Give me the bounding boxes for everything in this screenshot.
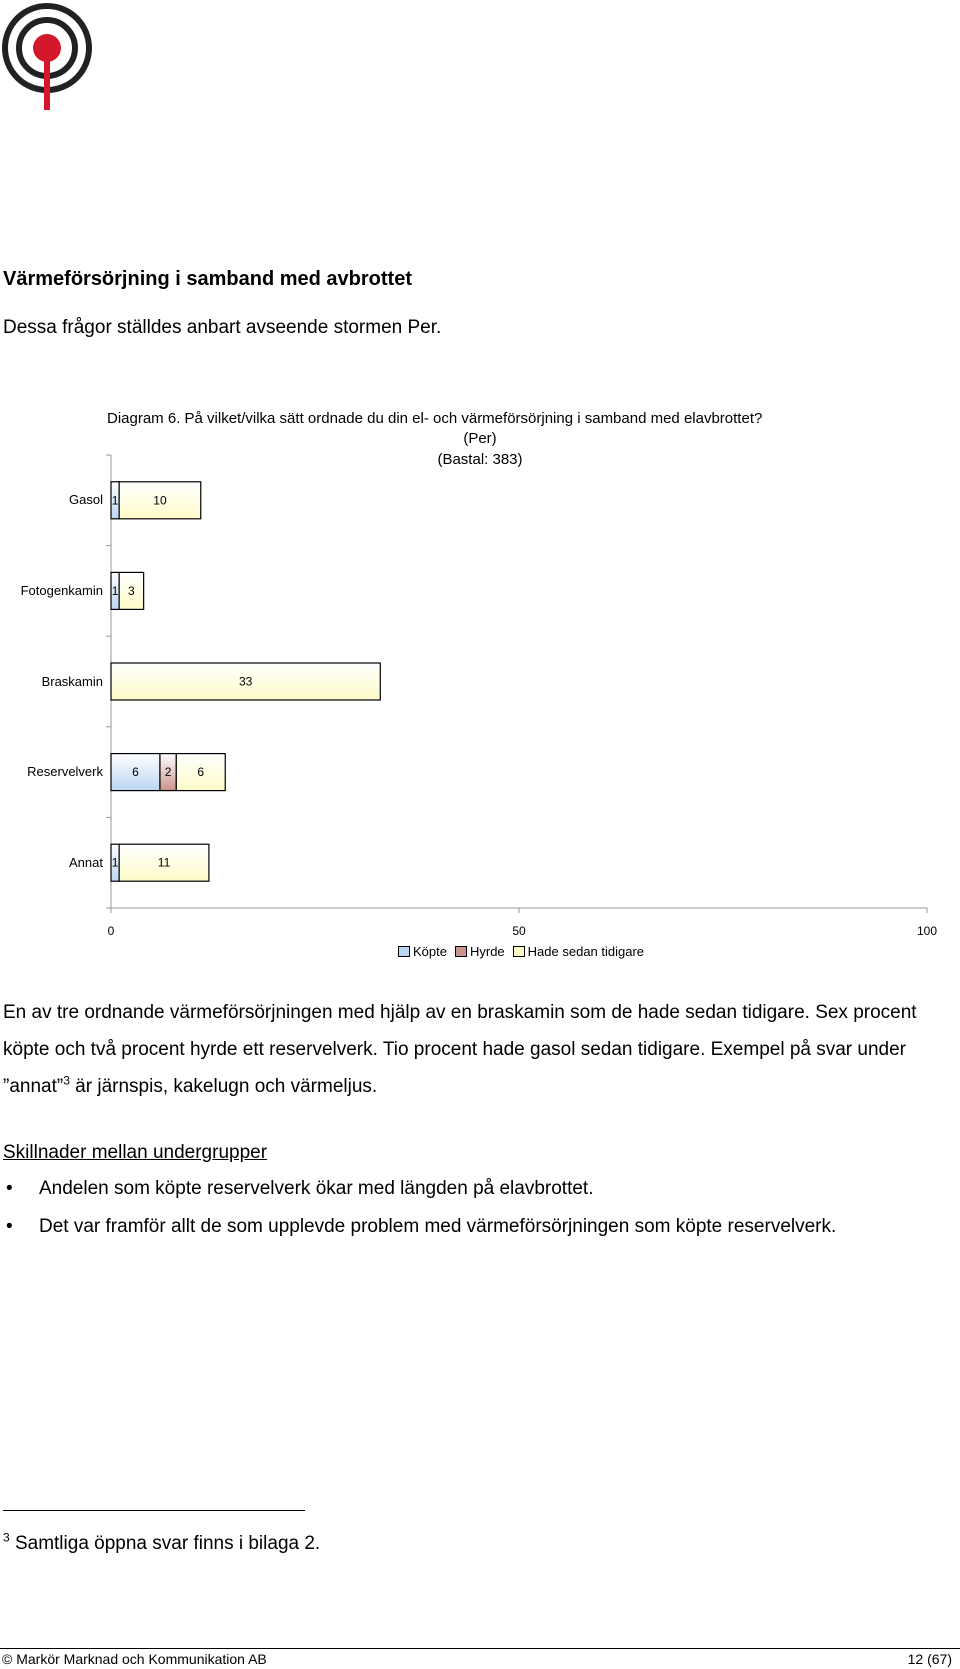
bar-data-label: 6 <box>132 765 139 780</box>
bar-data-label: 10 <box>153 493 167 508</box>
bar-data-label: 6 <box>197 765 205 780</box>
category-label: Reservelverk <box>27 764 103 780</box>
bullet-text: Det var framför allt de som upplevde problem med värmeförsörjningen som köpte reservelverk. <box>39 1216 837 1237</box>
bullet-text: Andelen som köpte reservelverk ökar med längden på elavbrottet. <box>39 1178 594 1199</box>
footnote-reference: 3 <box>63 1073 70 1088</box>
chart-title: Diagram 6. På vilket/vilka sätt ordnade du din el- och värmeförsörjning i samband med elavbrottet? <box>107 410 763 427</box>
bullet-item <box>6 1178 593 1200</box>
bar-data-label: 1 <box>111 493 119 508</box>
chart-subtitle-base: (Bastal: 383) <box>437 451 523 468</box>
intro-text: Dessa frågor ställdes anbart avseende stormen Per. <box>3 317 442 338</box>
legend-label-hade: Hade sedan tidigare <box>527 944 645 959</box>
section-heading: Värmeförsörjning i samband med avbrottet <box>3 268 412 290</box>
footer-divider <box>0 1648 960 1649</box>
page-number: 12 (67) <box>907 1651 952 1667</box>
legend-swatch-kopte <box>398 946 410 957</box>
legend-item-hyrde <box>455 944 505 959</box>
chart-subtitle-period: (Per) <box>463 430 497 447</box>
footnote-text: Samtliga öppna svar finns i bilaga 2. <box>9 1533 321 1554</box>
legend-swatch-hyrde <box>455 946 467 957</box>
category-label: Fotogenkamin <box>20 582 103 598</box>
footnote-divider <box>3 1510 305 1511</box>
footer-copyright: © Markör Marknad och Kommunikation AB <box>2 1651 267 1667</box>
paragraph-text: En av tre ordnande värmeförsörjningen med hjälp av en braskamin som de hade sedan tidigare. Sex procent köpte och två procent hyrde ett reservelverk. Tio procent hade gasol sedan tidigare. Exempel på svar under ”annat” <box>3 1002 917 1097</box>
legend-item-hade <box>513 944 644 959</box>
bar-data-label: 3 <box>128 583 135 598</box>
chart-legend <box>398 944 644 959</box>
bar-data-label: 11 <box>157 855 171 870</box>
category-label: Gasol <box>69 492 103 508</box>
bar-data-label: 2 <box>164 765 172 780</box>
category-label: Annat <box>69 854 103 870</box>
legend-label-hyrde: Hyrde <box>469 944 505 959</box>
x-tick-label: 100 <box>916 924 938 938</box>
x-tick-label: 0 <box>107 924 115 938</box>
bullet-item <box>6 1216 836 1238</box>
footnote <box>3 1530 321 1555</box>
body-paragraph <box>3 994 953 1105</box>
legend-label-kopte: Köpte <box>413 944 447 959</box>
legend-swatch-hade <box>513 946 525 957</box>
bullet-dot-icon: • <box>6 1216 13 1237</box>
bar-data-label: 1 <box>111 855 119 870</box>
x-tick-label: 50 <box>512 924 526 938</box>
bar-data-label: 33 <box>238 674 253 689</box>
footnote-number: 3 <box>3 1530 10 1545</box>
subgroups-heading: Skillnader mellan undergrupper <box>3 1142 268 1163</box>
category-label: Braskamin <box>41 673 103 689</box>
bar-data-label: 1 <box>111 583 119 598</box>
paragraph-text-end: är järnspis, kakelugn och värmeljus. <box>69 1076 378 1097</box>
bullet-dot-icon: • <box>6 1178 13 1199</box>
legend-item-kopte <box>398 944 447 959</box>
